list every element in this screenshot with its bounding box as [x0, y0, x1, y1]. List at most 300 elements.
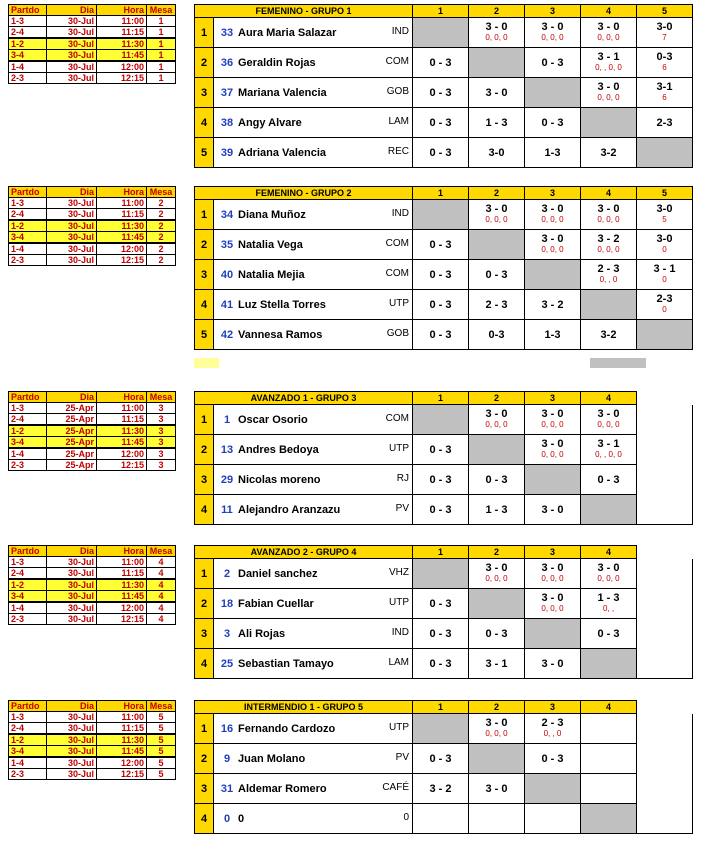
match-table: 4	[147, 579, 176, 591]
match-time: 12:15	[97, 255, 147, 266]
match-time: 11:15	[97, 209, 147, 221]
match-time: 12:00	[97, 448, 147, 460]
player-name-cell	[214, 559, 413, 589]
match-score: 3 - 2	[597, 233, 620, 245]
match-day: 30-Jul	[47, 557, 97, 568]
match-table: 5	[147, 769, 176, 780]
grid-spacer	[637, 465, 693, 495]
match-table: 1	[147, 16, 176, 27]
grid-header	[195, 701, 693, 714]
grid-spacer	[637, 804, 693, 834]
set-detail: 0, 0, 0	[541, 450, 564, 459]
match-score: 0 - 3	[485, 628, 508, 640]
match-day: 30-Jul	[47, 591, 97, 603]
match-day: 30-Jul	[47, 243, 97, 255]
match-score: 0 - 3	[429, 147, 452, 159]
score-cell	[413, 48, 469, 78]
set-detail: 0, ,	[602, 604, 615, 613]
group-title: AVANZADO 2 - GRUPO 4	[195, 546, 413, 559]
match-time: 12:00	[97, 602, 147, 614]
schedule-header-0: Partdo	[9, 5, 47, 16]
player-row	[195, 48, 693, 78]
self-match-cell	[469, 230, 525, 260]
player-row	[195, 465, 693, 495]
schedule-table	[8, 4, 176, 84]
match-score: 0-3	[656, 51, 673, 63]
match-score: 3 - 1	[597, 438, 620, 450]
column-header-3: 3	[525, 187, 581, 200]
schedule-row	[9, 198, 176, 209]
match-pair: 1-2	[9, 220, 47, 232]
schedule-header-3: Mesa	[147, 5, 176, 16]
score-cell	[525, 48, 581, 78]
player-row	[195, 774, 693, 804]
match-time: 12:15	[97, 769, 147, 780]
self-match-cell	[469, 589, 525, 619]
match-score: 0 - 3	[429, 628, 452, 640]
column-header-4: 4	[581, 5, 637, 18]
player-name: Geraldin Rojas	[238, 56, 316, 69]
match-day: 25-Apr	[47, 437, 97, 449]
match-score: 3 - 0	[597, 21, 620, 33]
match-score: 3-2	[600, 147, 617, 159]
score-cell	[525, 405, 581, 435]
player-name-cell	[214, 619, 413, 649]
player-name: Adriana Valencia	[238, 146, 327, 159]
player-name-cell	[214, 495, 413, 525]
score-cell	[469, 138, 525, 168]
match-time: 12:00	[97, 757, 147, 769]
player-id: 34	[220, 208, 234, 221]
schedule-header-0: Partdo	[9, 546, 47, 557]
score-cell	[469, 774, 525, 804]
match-score: 2 - 3	[485, 299, 508, 311]
match-day: 30-Jul	[47, 61, 97, 73]
player-number: 1	[195, 714, 214, 744]
empty-score-cell	[525, 804, 581, 834]
match-score: 0 - 3	[429, 658, 452, 670]
score-cell	[637, 290, 693, 320]
match-pair: 3-4	[9, 232, 47, 244]
schedule-table	[8, 186, 176, 266]
match-pair: 1-4	[9, 448, 47, 460]
match-pair: 1-2	[9, 38, 47, 50]
schedule-row	[9, 757, 176, 769]
schedule-row	[9, 769, 176, 780]
player-name-cell	[214, 18, 413, 48]
match-table: 5	[147, 757, 176, 769]
set-detail: 0, 0, 0	[597, 93, 620, 102]
score-cell	[469, 559, 525, 589]
player-row	[195, 714, 693, 744]
player-row	[195, 804, 693, 834]
match-time: 12:15	[97, 73, 147, 84]
player-name: 0	[238, 812, 245, 825]
group-title: AVANZADO 1 - GRUPO 3	[195, 392, 413, 405]
score-cell	[581, 78, 637, 108]
match-day: 30-Jul	[47, 220, 97, 232]
set-detail: 0, 0, 0	[485, 215, 508, 224]
player-row	[195, 619, 693, 649]
column-header-1: 1	[413, 701, 469, 714]
player-row	[195, 108, 693, 138]
match-score: 3 - 0	[485, 408, 508, 420]
schedule-row	[9, 220, 176, 232]
match-score: 3 - 2	[541, 299, 564, 311]
schedule-row	[9, 568, 176, 580]
schedule-row	[9, 243, 176, 255]
match-score: 3-0	[656, 21, 673, 33]
schedule-header-2: Hora	[97, 392, 147, 403]
score-cell	[581, 589, 637, 619]
schedule-row	[9, 425, 176, 437]
set-detail: 0, 0, 0	[485, 420, 508, 429]
player-name: Vannesa Ramos	[238, 328, 323, 341]
player-number: 3	[195, 260, 214, 290]
set-detail: 0, 0, 0	[541, 215, 564, 224]
player-name: Juan Molano	[238, 752, 306, 765]
schedule-header-3: Mesa	[147, 187, 176, 198]
match-pair: 1-3	[9, 557, 47, 568]
column-header-1: 1	[413, 392, 469, 405]
schedule-header-1: Dia	[47, 392, 97, 403]
match-table: 5	[147, 712, 176, 723]
set-detail: 0, 0, 0	[597, 420, 620, 429]
match-score: 3 - 0	[485, 87, 508, 99]
schedule-row	[9, 27, 176, 39]
match-score: 3-2	[600, 329, 617, 341]
match-score: 3 - 0	[485, 562, 508, 574]
player-number: 2	[195, 48, 214, 78]
match-table: 2	[147, 220, 176, 232]
match-score: 0 - 3	[541, 117, 564, 129]
player-club: REC	[387, 146, 409, 157]
match-score: 3 - 0	[541, 233, 564, 245]
grid-header	[195, 392, 693, 405]
match-pair: 3-4	[9, 746, 47, 758]
score-cell	[413, 465, 469, 495]
player-name-cell	[214, 200, 413, 230]
player-club: RJ	[396, 473, 409, 484]
match-score: 0 - 3	[429, 239, 452, 251]
match-score: 3 - 0	[541, 504, 564, 516]
score-cell	[469, 78, 525, 108]
schedule-row	[9, 255, 176, 266]
self-match-cell	[413, 559, 469, 589]
player-id: 37	[220, 86, 234, 99]
match-score: 0 - 3	[597, 628, 620, 640]
grid-spacer	[637, 589, 693, 619]
self-match-cell	[469, 48, 525, 78]
player-club: COM	[385, 413, 409, 424]
player-name: Oscar Osorio	[238, 413, 308, 426]
score-cell	[581, 18, 637, 48]
match-pair: 1-2	[9, 734, 47, 746]
player-name-cell	[214, 230, 413, 260]
results-grid	[194, 700, 693, 834]
match-time: 12:00	[97, 61, 147, 73]
player-name: Sebastian Tamayo	[238, 657, 334, 670]
match-pair: 1-3	[9, 16, 47, 27]
match-day: 25-Apr	[47, 425, 97, 437]
player-row	[195, 290, 693, 320]
match-day: 30-Jul	[47, 16, 97, 27]
empty-score-cell	[413, 804, 469, 834]
score-cell	[469, 260, 525, 290]
player-number: 3	[195, 465, 214, 495]
score-cell	[581, 465, 637, 495]
player-club: COM	[385, 56, 409, 67]
player-row	[195, 405, 693, 435]
match-score: 3 - 0	[541, 562, 564, 574]
schedule-row	[9, 591, 176, 603]
player-name: Fernando Cardozo	[238, 722, 336, 735]
set-detail: 6	[662, 93, 667, 102]
self-match-cell	[525, 465, 581, 495]
set-detail: 0, 0, 0	[541, 604, 564, 613]
score-cell	[469, 405, 525, 435]
player-name-cell	[214, 108, 413, 138]
set-detail: 0, 0, 0	[597, 245, 620, 254]
match-score: 0 - 3	[429, 57, 452, 69]
score-cell	[525, 138, 581, 168]
schedule-row	[9, 232, 176, 244]
match-time: 11:45	[97, 232, 147, 244]
grid-spacer	[637, 714, 693, 744]
column-header-5: 5	[637, 187, 693, 200]
match-time: 11:30	[97, 425, 147, 437]
set-detail: 0, 0, 0	[597, 574, 620, 583]
empty-score-cell	[581, 714, 637, 744]
schedule-header	[9, 392, 176, 403]
player-id: 2	[223, 567, 231, 580]
score-cell	[525, 290, 581, 320]
match-score: 1-3	[544, 147, 561, 159]
score-cell	[581, 559, 637, 589]
player-name: Andres Bedoya	[238, 443, 319, 456]
player-row	[195, 435, 693, 465]
grid-header	[195, 546, 693, 559]
column-header-1: 1	[413, 5, 469, 18]
player-number: 1	[195, 405, 214, 435]
match-pair: 2-3	[9, 769, 47, 780]
match-table: 3	[147, 414, 176, 426]
results-grid	[194, 186, 693, 350]
column-header-1: 1	[413, 187, 469, 200]
match-time: 11:00	[97, 198, 147, 209]
schedule-row	[9, 403, 176, 414]
player-name: Alejandro Aranzazu	[238, 503, 341, 516]
match-score: 3 - 2	[429, 783, 452, 795]
match-pair: 2-4	[9, 723, 47, 735]
score-cell	[637, 108, 693, 138]
schedule-header-0: Partdo	[9, 392, 47, 403]
player-number: 4	[195, 108, 214, 138]
match-table: 1	[147, 38, 176, 50]
score-cell	[637, 200, 693, 230]
score-cell	[525, 714, 581, 744]
match-pair: 1-3	[9, 712, 47, 723]
score-cell	[413, 619, 469, 649]
player-club: UTP	[389, 443, 409, 454]
schedule-row	[9, 712, 176, 723]
score-cell	[469, 290, 525, 320]
player-row	[195, 649, 693, 679]
self-match-cell	[581, 495, 637, 525]
match-pair: 1-3	[9, 403, 47, 414]
score-cell	[413, 435, 469, 465]
player-row	[195, 78, 693, 108]
player-id: 1	[223, 413, 231, 426]
match-day: 30-Jul	[47, 746, 97, 758]
player-name-cell	[214, 290, 413, 320]
score-cell	[581, 320, 637, 350]
match-time: 11:15	[97, 414, 147, 426]
column-header-3: 3	[525, 701, 581, 714]
grid-spacer	[637, 435, 693, 465]
match-day: 25-Apr	[47, 403, 97, 414]
column-header-2: 2	[469, 187, 525, 200]
player-id: 41	[220, 298, 234, 311]
player-club: UTP	[389, 722, 409, 733]
match-pair: 1-2	[9, 579, 47, 591]
player-id: 35	[220, 238, 234, 251]
empty-score-cell	[469, 804, 525, 834]
match-table: 3	[147, 437, 176, 449]
player-number: 2	[195, 435, 214, 465]
score-cell	[413, 290, 469, 320]
player-name-cell	[214, 714, 413, 744]
player-name-cell	[214, 649, 413, 679]
schedule-header-1: Dia	[47, 701, 97, 712]
group-title: INTERMENDIO 1 - GRUPO 5	[195, 701, 413, 714]
match-table: 5	[147, 734, 176, 746]
player-name: Angy Alvare	[238, 116, 302, 129]
schedule-row	[9, 61, 176, 73]
match-day: 30-Jul	[47, 723, 97, 735]
match-time: 11:00	[97, 16, 147, 27]
score-cell	[413, 649, 469, 679]
player-id: 36	[220, 56, 234, 69]
player-name-cell	[214, 405, 413, 435]
player-club: COM	[385, 238, 409, 249]
grid-spacer	[637, 392, 693, 405]
player-club: UTP	[389, 298, 409, 309]
schedule-header-2: Hora	[97, 701, 147, 712]
player-id: 42	[220, 328, 234, 341]
player-number: 4	[195, 290, 214, 320]
score-cell	[525, 495, 581, 525]
match-score: 0 - 3	[429, 504, 452, 516]
player-name-cell	[214, 744, 413, 774]
player-name-cell	[214, 589, 413, 619]
player-club: UTP	[389, 597, 409, 608]
schedule-table	[8, 700, 176, 780]
schedule-row	[9, 16, 176, 27]
set-detail: 7	[662, 33, 667, 42]
empty-score-cell	[581, 774, 637, 804]
match-time: 11:15	[97, 723, 147, 735]
player-name-cell	[214, 804, 413, 834]
score-cell	[581, 435, 637, 465]
player-row	[195, 260, 693, 290]
player-club: LAM	[388, 657, 409, 668]
set-detail: 0, 0, 0	[485, 33, 508, 42]
match-time: 11:30	[97, 734, 147, 746]
score-cell	[413, 230, 469, 260]
column-header-4: 4	[581, 187, 637, 200]
player-name-cell	[214, 320, 413, 350]
match-pair: 2-3	[9, 614, 47, 625]
schedule-header-0: Partdo	[9, 701, 47, 712]
match-pair: 1-4	[9, 602, 47, 614]
player-number: 4	[195, 495, 214, 525]
match-score: 1 - 3	[485, 504, 508, 516]
schedule-row	[9, 50, 176, 62]
player-row	[195, 495, 693, 525]
score-cell	[637, 18, 693, 48]
player-number: 3	[195, 619, 214, 649]
match-pair: 3-4	[9, 437, 47, 449]
score-cell	[413, 589, 469, 619]
match-pair: 1-4	[9, 61, 47, 73]
column-header-1: 1	[413, 546, 469, 559]
match-day: 25-Apr	[47, 460, 97, 471]
match-table: 3	[147, 460, 176, 471]
player-club: COM	[385, 268, 409, 279]
player-row	[195, 200, 693, 230]
match-score: 2 - 3	[597, 263, 620, 275]
match-score: 3 - 0	[597, 81, 620, 93]
match-score: 1 - 3	[597, 592, 620, 604]
score-cell	[525, 230, 581, 260]
match-score: 3 - 0	[485, 783, 508, 795]
match-time: 11:00	[97, 557, 147, 568]
schedule-row	[9, 579, 176, 591]
player-number: 4	[195, 649, 214, 679]
match-score: 3 - 0	[485, 717, 508, 729]
score-cell	[469, 649, 525, 679]
schedule-header-3: Mesa	[147, 701, 176, 712]
score-cell	[637, 48, 693, 78]
match-pair: 1-3	[9, 198, 47, 209]
match-pair: 2-4	[9, 568, 47, 580]
match-score: 0 - 3	[429, 598, 452, 610]
self-match-cell	[581, 108, 637, 138]
player-name: Natalia Vega	[238, 238, 303, 251]
player-club: LAM	[388, 116, 409, 127]
match-score: 0 - 3	[429, 269, 452, 281]
set-detail: 0	[662, 305, 667, 314]
match-table: 1	[147, 61, 176, 73]
player-id: 3	[223, 627, 231, 640]
player-row	[195, 589, 693, 619]
schedule-row	[9, 746, 176, 758]
self-match-cell	[413, 405, 469, 435]
match-day: 30-Jul	[47, 769, 97, 780]
match-table: 4	[147, 614, 176, 625]
score-cell	[525, 320, 581, 350]
player-number: 2	[195, 589, 214, 619]
score-cell	[469, 108, 525, 138]
set-detail: 6	[662, 63, 667, 72]
schedule-row	[9, 734, 176, 746]
match-time: 11:00	[97, 712, 147, 723]
group-title: FEMENINO - GRUPO 1	[195, 5, 413, 18]
match-time: 11:45	[97, 591, 147, 603]
column-header-2: 2	[469, 5, 525, 18]
score-cell	[413, 138, 469, 168]
